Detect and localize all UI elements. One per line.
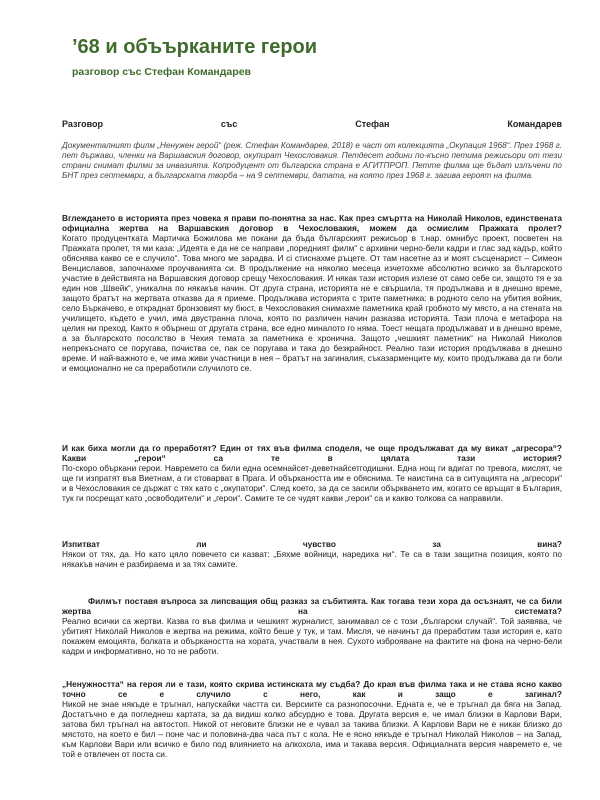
intro-paragraph: Документалният филм „Ненужен герой“ (реж. Стефан Командарев, 2018) е част от колекцията „Окупация 1968“. През 1968 г. пет държави, членки на Варшавския договор, окупират Чехословакия. Петдесет години по-късно петима режисьори от тези страни снимат филми за инвазията. Копродуцент от българска страна е АГИТПРОП. Петте филма ще бъдат излъчени по БНТ през септември, а българската творба – на 9 септември, датата, на която през 1968 г. загива героят на филма. bbox=[62, 141, 562, 180]
qa-section-2 bbox=[62, 443, 562, 503]
question: И как биха могли да го преработят? Един от тях във филма споделя, че още продължават да му викат „агресора“? Какви „герои“ са те в цялата тази история? bbox=[62, 443, 562, 463]
qa-section-5 bbox=[62, 679, 562, 759]
article-subtitle: разговор със Стефан Командарев bbox=[72, 66, 251, 78]
question: Филмът поставя въпроса за липсващия общ разказ за събитията. Как тогава тези хора да осъзнаят, че са били жертва на системата? bbox=[62, 596, 562, 616]
answer: Някои от тях, да. Но като цяло повечето си казват: „Бяхме войници, наредиха ни“. Те са в тази защитна позиция, която по някакъв начин е разбираема и за тях самите. bbox=[62, 549, 562, 569]
answer: Реално всички са жертви. Казва го във филма и чешкият журналист, занимавал се с този „български случай“. Той заявява, че убитият Николай Николов е жертва на режима, който беше у тук, и там. Мисля, че начинът да преработим тази история е, като покажем емоцията, болката и объркаността на хората, участвали в нея. Сухото изброяване на фактите на фона на черно-бели кадри и информативно, но то не работи. bbox=[62, 616, 562, 656]
answer: По-скоро объркани герои. Навремето са били една осемнайсет-деветнайсетгодишни. Една нощ ги вдигат по тревога, мислят, че ще ги изпратят във Виетнам, а ги стоварват в Прага. И объркаността им е обяснима. Те наистина са в ситуацията на „агресори“ и в Чехословакия се държат с тях като с „окупатори“. След което, за да се засили объркването им, когато се връщат в България, тук ги посрещат като „освободители“ и „герои“. Самите те се чудят какви „герои“ са и какво толкова са направили. bbox=[62, 463, 562, 503]
question: „Ненужността“ на героя ли е тази, която скрива истинската му съдба? До края във филма така и не става ясно какво точно се е случило с него, как и защо е загинал? bbox=[62, 679, 562, 699]
question: Вглеждането в историята през човека я прави по-понятна за нас. Как през смъртта на Николай Николов, единствената официална жертва на Варшавския договор в Чехословакия, можем да осмислим Пражката пролет? bbox=[62, 213, 562, 233]
qa-section-1 bbox=[62, 213, 562, 373]
question: Изпитват ли чувство за вина? bbox=[62, 539, 562, 549]
answer: Когато продуцентката Мартичка Божилова ме покани да бъда българският режисьор в т.нар. омнибус проект, посветен на Пражката пролет, тя ми каза: „Идеята е да не се направи „поредният филм“ с архивни черно-бели кадри и глас зад кадър, който обяснява какво се е случило“. Това много ме зарадва. И сі стиснахме ръцете. От там насетне аз и моят съсценарист – Симеон Венциславов, започнахме проучванията си. В продължение на няколко месеца изчетохме абсолютно всичко за българското участие в действията на Варшавския договор срещу Чехословакия. И някак тази история излезе от само себе си, защото тя е за един нов „Швейк“, уникална по някакъв начин. От друга страна, историята не е свършила, тя продължава и в днешно време, защото братът на жертвата отказва да я приеме. Продължава историята с трите паметника: в родното село на убития войник, село Бъркачево, е откраднат бронзовият му бюст, в Чехословакия снимахме паметника край гробното му място, а на стената на училището, където е учил, има двустранна плоча, която по различен начин разказва историята. Тази плоча е метафора на целия ни преход. Както я обърнеш от другата страна, все едно миналото го няма. Тоест нещата продължават и в днешно време, а за българското посолство в Чехия темата за паметника е хронична. Защото „чешкият паметник“ на Николай Николов непрекъснато се поругава, почиства се, пак се поругава и така до безкрайност. Реално тази история продължава в днешно време. И най-важното е, че има живи участници в нея – братът на загиналия, съказарменците му, които продължава да ги боли и емоционално не са преработили случилото се. bbox=[62, 233, 562, 373]
qa-section-3 bbox=[62, 539, 562, 569]
interview-byline: Разговор със Стефан Командарев bbox=[62, 119, 562, 129]
article-title: ’68 и объърканите герои bbox=[72, 36, 318, 58]
qa-section-4 bbox=[62, 596, 562, 656]
answer: Никой не знае някъде е тръгнал, напускайки частта си. Версиите са разнопосочни. Едната е, че е тръгнал да бяга на Запад. Достатъчно е да погледнеш картата, за да видиш колко абсурдно е това. Другата версия е, че имал близки в Карлови Вари, затова бил тръгнал на автостоп. Никой от неговите близки не е чувал за такива близки. А Карлови Вари не е никак близко до мястото, на което е бил – поне час и половина-два часа път с кола. Не е ясно някъде е тръгнал Николай Николов – на Запад, към Карлови Вари или всичко е било под влиянието на алкохола, има и такава версия. Официалната версия навремето е, че той е отвлечен от поста си. bbox=[62, 699, 562, 759]
